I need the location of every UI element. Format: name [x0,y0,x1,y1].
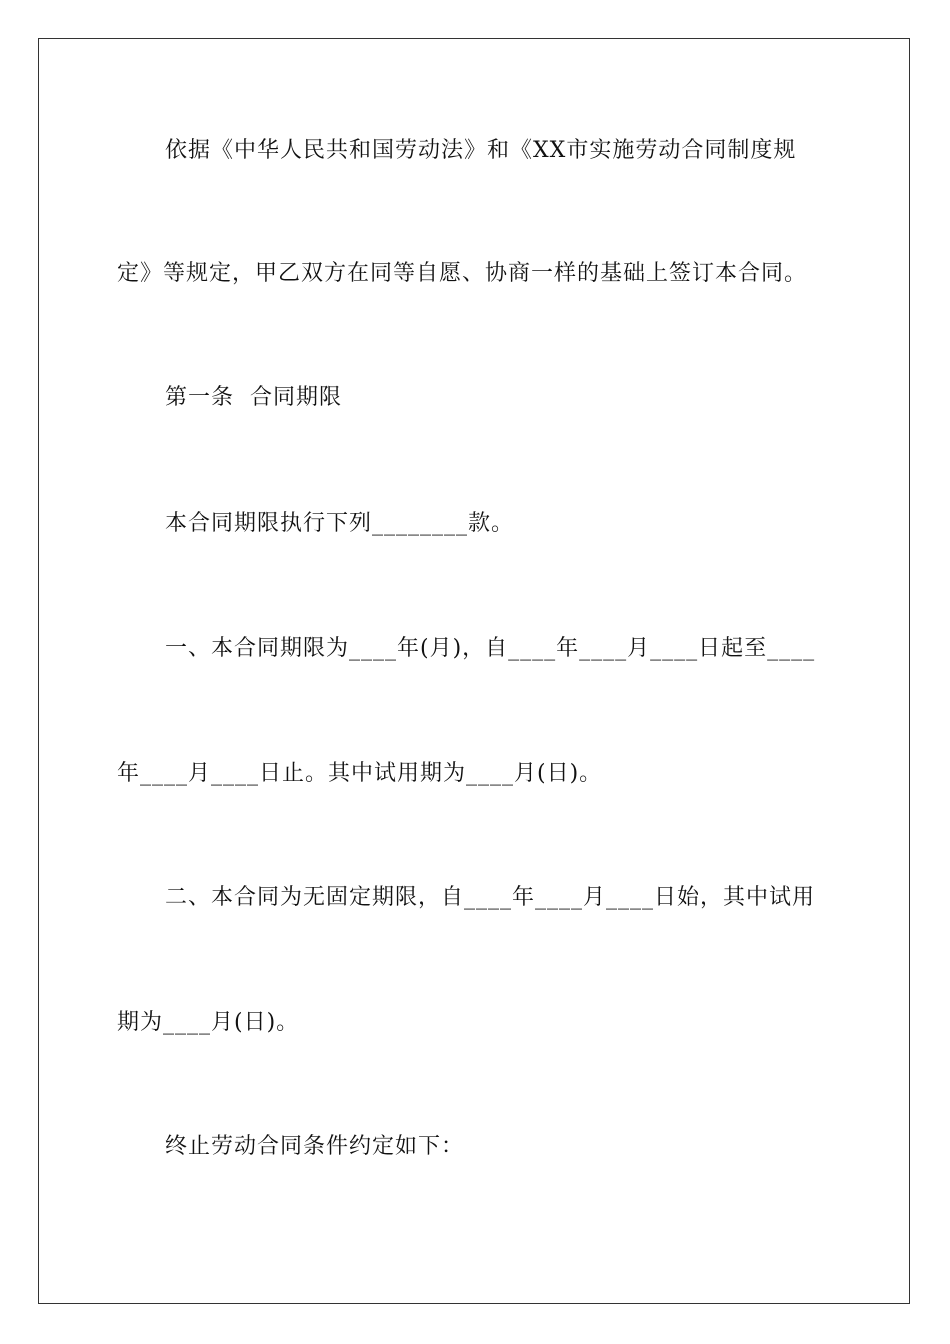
paragraph-line-7: 二、本合同为无固定期限，自____年____月____日始，其中试用 [165,885,816,910]
paragraph-line-5: 一、本合同期限为____年(月)，自____年____月____日起至____ [165,636,816,661]
paragraph-line-4: 本合同期限执行下列________款。 [165,511,515,536]
article-heading: 第一条 合同期限 [165,385,342,410]
paragraph-line-6: 年____月____日止。其中试用期为____月(日)。 [117,761,603,786]
paragraph-line-2: 定》等规定，甲乙双方在同等自愿、协商一样的基础上签订本合同。 [117,261,808,286]
page-frame [38,38,910,1304]
paragraph-line-1: 依据《中华人民共和国劳动法》和《XX市实施劳动合同制度规 [165,138,797,163]
paragraph-line-8: 期为____月(日)。 [117,1010,300,1035]
paragraph-line-9: 终止劳动合同条件约定如下： [165,1134,465,1159]
